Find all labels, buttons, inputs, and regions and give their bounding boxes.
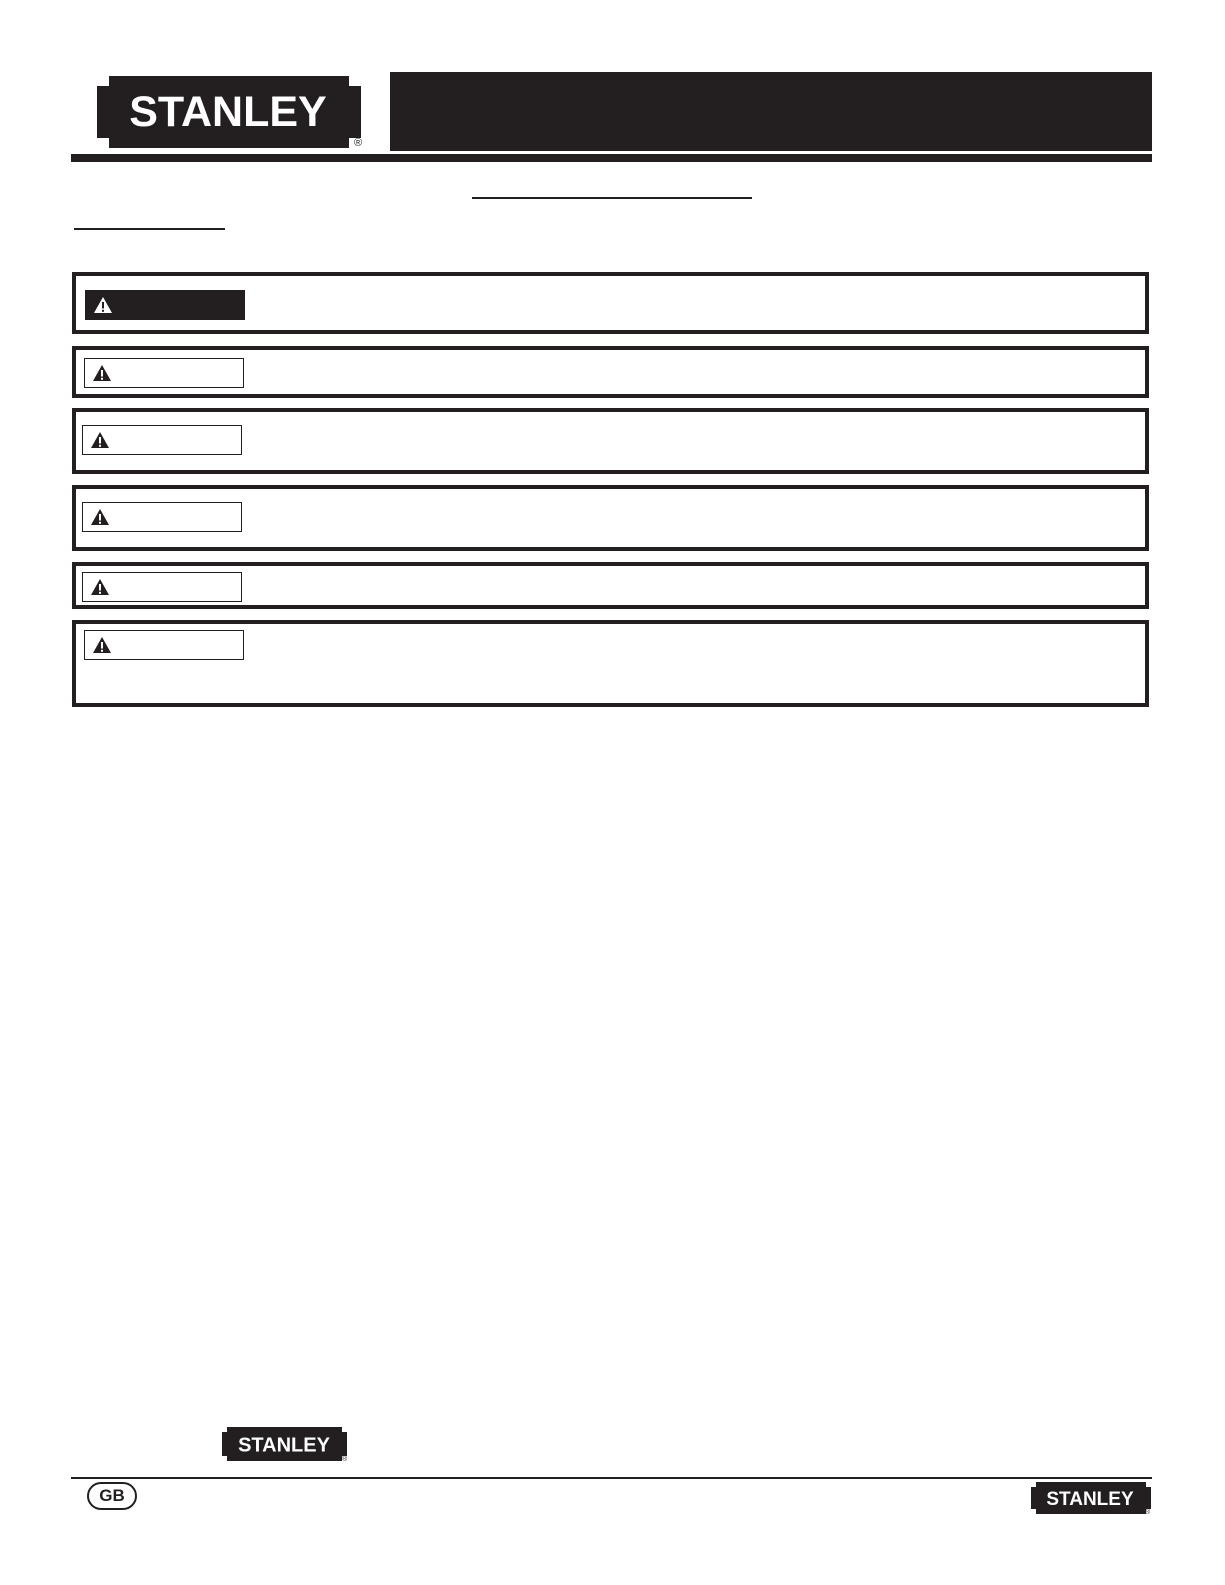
header-rule [71,154,1152,162]
footer-registered-mark: ® [342,1456,348,1463]
warning-box-warning-5 [72,620,1149,707]
footer-right-logo-text: STANLEY [1046,1489,1134,1510]
warning-triangle-icon [90,431,110,449]
warning-label-3 [82,502,242,532]
footer-stanley-logo-right [1031,1482,1151,1514]
header-title-bar [390,72,1152,151]
warning-label-5 [84,630,244,660]
warning-box-warning-2 [72,408,1149,474]
footer-right-registered-mark: ® [1145,1509,1151,1516]
title-underline [472,197,752,199]
warning-box-danger [72,272,1149,334]
warning-box-warning-4 [72,562,1149,609]
warning-label-1 [84,358,244,388]
section-heading-underline [74,228,225,230]
footer-stanley-logo [222,1427,347,1461]
warning-triangle-icon [93,296,113,314]
warning-label-4 [82,572,242,602]
warning-label-2 [82,425,242,455]
footer-logo-text: STANLEY [238,1434,330,1457]
warning-triangle-icon [90,508,110,526]
country-code-badge: GB [87,1482,137,1510]
warning-triangle-icon [92,636,112,654]
registered-mark: ® [354,137,363,149]
warning-triangle-icon [92,364,112,382]
warning-box-warning-1 [72,346,1149,398]
warning-box-warning-3 [72,485,1149,551]
footer-rule [71,1477,1152,1479]
stanley-logo [97,76,361,148]
logo-text: STANLEY [129,88,327,136]
warning-triangle-icon [90,578,110,596]
warning-label-danger [85,290,245,320]
